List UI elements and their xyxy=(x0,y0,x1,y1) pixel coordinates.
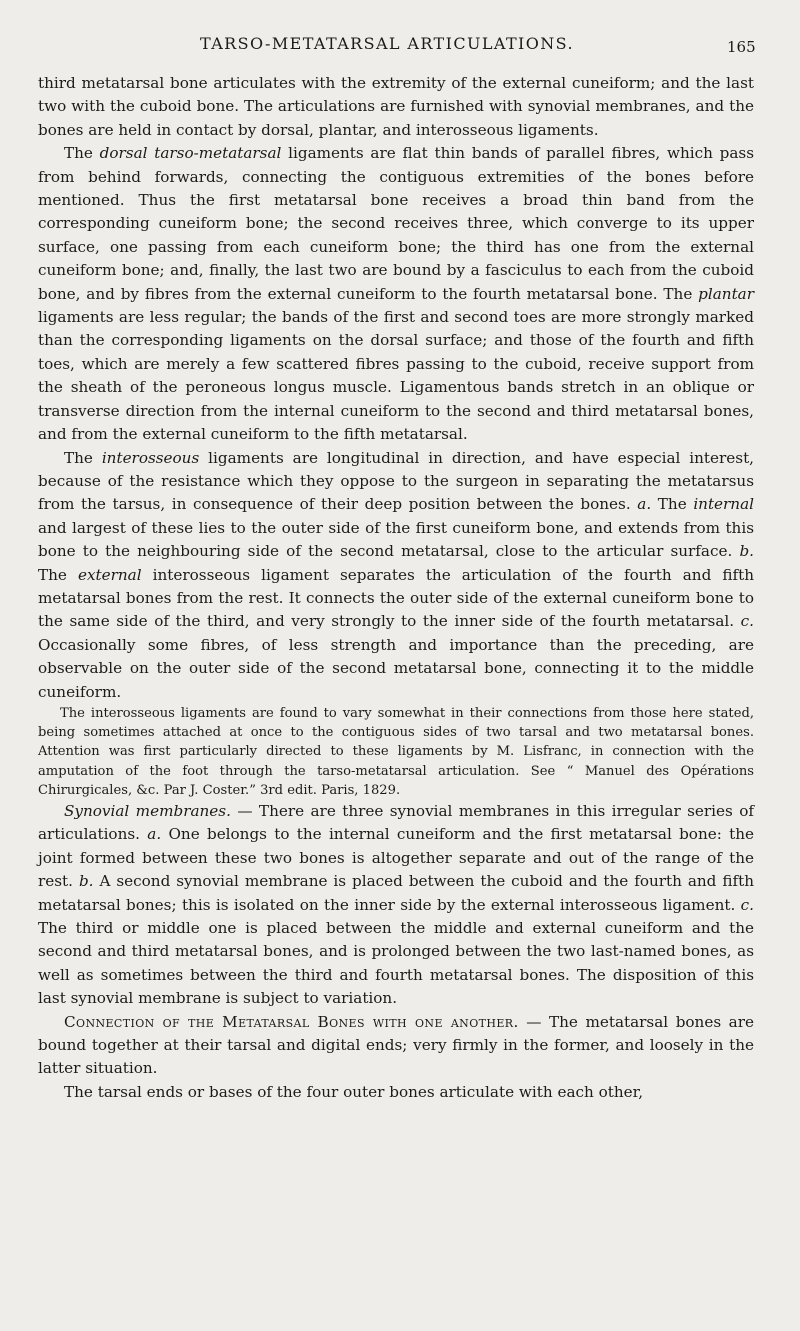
footnote: The interosseous ligaments are found to vary somewhat in their connections from those here stated, being sometimes attached at once to the contiguous sides of two tarsal and two metatarsal bones. Attention was first particularly directed to these ligaments by M. Lisfranc, in connection with the amputation of the foot through the tarso-metatarsal articulation. See “ Manuel des Opérations Chirurgicales, &c. Par J. Coster.” 3rd edit. Paris, 1829. xyxy=(38,705,754,798)
paragraph-tarsal-ends: The tarsal ends or bases of the four outer bones articulate with each other, xyxy=(64,1082,644,1101)
paragraph-synovial-membranes xyxy=(38,800,754,1011)
term-internal: internal xyxy=(693,495,754,514)
text-run: Occasionally some fibres, of less strength and importance than the preceding, are observable on the outer side of the second metatarsal bone, connecting it to the middle cuneiform. xyxy=(38,635,754,701)
text-run: — There are three synovial membranes in this irregular series of articulations. xyxy=(38,801,754,844)
term-external: external xyxy=(77,565,142,584)
term-plantar: plantar xyxy=(698,284,754,303)
text-run: The xyxy=(651,495,694,514)
list-marker-b: b. xyxy=(739,542,754,561)
list-marker-a: a. xyxy=(147,825,162,844)
paragraph-continuation: third metatarsal bone articulates with the extremity of the external cuneiform; and the last two with the cuboid bone. The articulations are furnished with synovial membranes, and the bones are held in contact by dorsal, plantar, and interosseous ligaments. xyxy=(38,74,754,139)
text-run: The third or middle one is placed between the middle and external cuneiform and the second and third metatarsal bones, and is prolonged between the two last-named bones, as well as sometimes between the third and fourth metatarsal bones. The disposition of this last synovial membrane is subject to variation. xyxy=(38,919,754,1008)
page-number: 165 xyxy=(727,38,756,56)
running-title: TARSO-METATARSAL ARTICULATIONS. xyxy=(200,34,574,53)
running-head xyxy=(0,28,800,54)
text-run: A second synovial membrane is placed between the cuboid and the fourth and fifth metatarsal bones; this is isolated on the inner side by the external interosseous ligament. xyxy=(38,872,754,914)
body-text xyxy=(38,72,754,1104)
text-run: — The metatarsal bones are bound together at their tarsal and digital ends; very firmly in the former, and loosely in the latter situation. xyxy=(38,1012,754,1078)
paragraph-dorsal-plantar-ligaments xyxy=(38,142,754,446)
list-marker-a: a. xyxy=(637,495,652,514)
text-run: The xyxy=(64,448,102,467)
text-run: The xyxy=(64,144,100,163)
paragraph-metatarsal-connection xyxy=(38,1011,754,1081)
text-run: ligaments are less regular; the bands of the first and second toes are more strongly marked than the corresponding ligaments on the dorsal surface; and those of the fourth and fifth toes, which are merely a few scattered fibres passing to the cuboid, receive support from the sheath of the peroneous longus muscle. Ligamentous bands stretch in an oblique or transverse direction from the internal cuneiform to the second and third metatarsal bones, and from the external cuneiform to the fifth metatarsal. xyxy=(38,308,754,444)
list-marker-b: b. xyxy=(78,872,94,891)
text-run: The xyxy=(38,565,78,584)
text-run: and largest of these lies to the outer side of the first cuneiform bone, and extends from this bone to the neighbouring side of the second metatarsal, close to the articular surface. xyxy=(38,518,754,561)
list-marker-c: c. xyxy=(740,895,754,914)
section-heading-connection: Connection of the Metatarsal Bones with one another. xyxy=(64,1012,519,1031)
text-run: ligaments are longitudinal in direction, and have especial interest, because of the resistance which they oppose to the surgeon in separating the metatarsus from the tarsus, in consequence of their deep position between the bones. xyxy=(38,448,755,514)
term-dorsal: dorsal tarso-metatarsal xyxy=(99,144,282,163)
paragraph-interosseous-ligaments xyxy=(38,447,754,704)
text-run: One belongs to the internal cuneiform and the first metatarsal bone: the joint formed between these two bones is altogether separate and out of the range of the rest. xyxy=(38,825,754,891)
text-run: ligaments are flat thin bands of parallel fibres, which pass from behind forwards, connecting the contiguous extremities of the bones before mentioned. Thus the first metatarsal bone receives a broad thin band from the corresponding cuneiform bone; the second receives three, which converge to its upper surface, one passing from each cuneiform bone; the third has one from the external cuneiform bone; and, finally, the last two are bound by a fasciculus to each from the cuboid bone, and by fibres from the external cuneiform to the fourth metatarsal bone. The xyxy=(38,144,754,303)
term-interosseous: interosseous xyxy=(101,448,200,467)
text-run: interosseous ligament separates the articulation of the fourth and fifth metatarsal bones from the rest. It connects the outer side of the external cuneiform bone to the same side of the third, and very strongly to the inner side of the fourth metatarsal. xyxy=(38,565,755,631)
section-heading-synovial: Synovial membranes. xyxy=(64,801,231,820)
list-marker-c: c. xyxy=(740,612,754,631)
